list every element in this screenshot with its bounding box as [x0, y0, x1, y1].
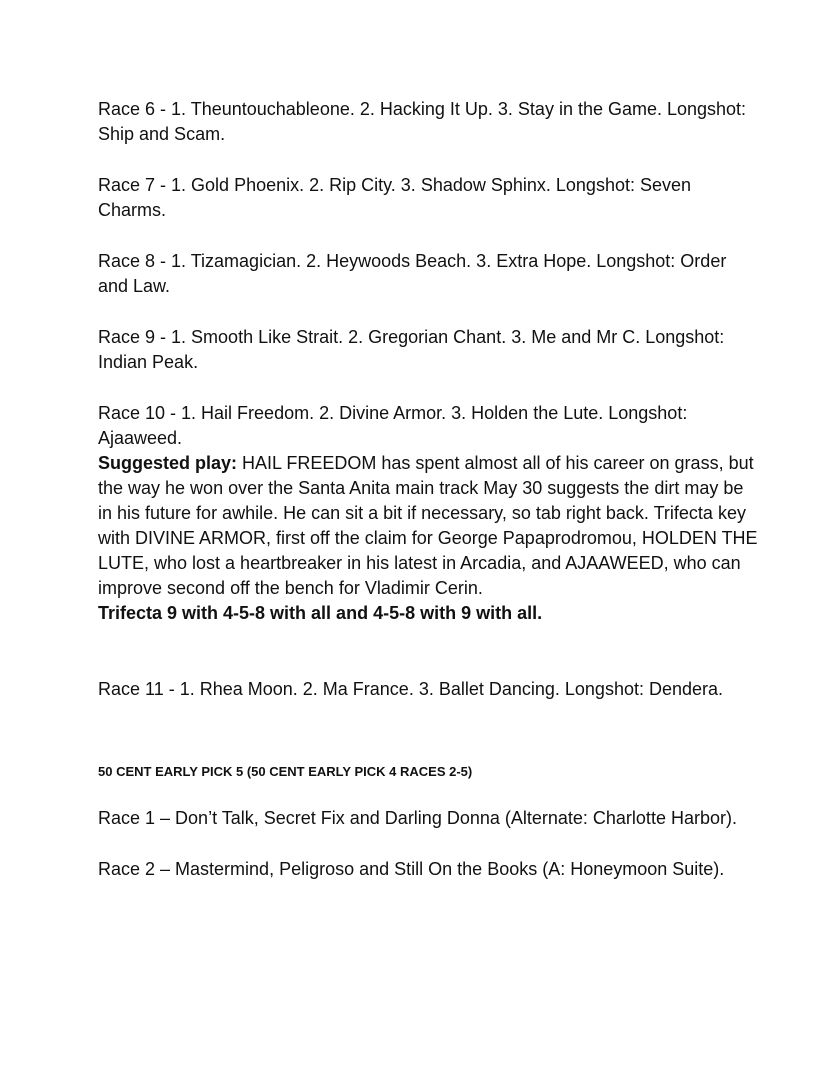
- trifecta-ticket: Trifecta 9 with 4-5-8 with all and 4-5-8 with 9 with all.: [98, 603, 543, 623]
- pick5-race-1: Race 1 – Don’t Talk, Secret Fix and Darling Donna (Alternate: Charlotte Harbor).: [98, 808, 737, 828]
- race-11-picks: Race 11 - 1. Rhea Moon. 2. Ma France. 3. Ballet Dancing. Longshot: Dendera.: [98, 679, 724, 699]
- suggested-play-label: Suggested play:: [98, 453, 238, 473]
- race-7-picks: Race 7 - 1. Gold Phoenix. 2. Rip City. 3. Shadow Sphinx. Longshot: Seven Charms.: [98, 175, 692, 220]
- race-9-picks: Race 9 - 1. Smooth Like Strait. 2. Gregorian Chant. 3. Me and Mr C. Longshot: Indian Peak.: [98, 327, 725, 372]
- race-6-picks: Race 6 - 1. Theuntouchableone. 2. Hacking It Up. 3. Stay in the Game. Longshot: Ship and Scam.: [98, 99, 747, 144]
- suggested-play: [98, 451, 758, 601]
- pick5-race-2: Race 2 – Mastermind, Peligroso and Still On the Books (A: Honeymoon Suite).: [98, 859, 725, 879]
- pick5-heading: 50 CENT EARLY PICK 5 (50 CENT EARLY PICK 4 RACES 2-5): [98, 764, 473, 779]
- race-8-picks: Race 8 - 1. Tizamagician. 2. Heywoods Beach. 3. Extra Hope. Longshot: Order and Law.: [98, 251, 727, 296]
- suggested-play-text: HAIL FREEDOM has spent almost all of his career on grass, but the way he won over the Santa Anita main track May 30 suggests the dirt may be in his future for awhile. He can sit a bit if necessary, so tab right back. Trifecta key with DIVINE ARMOR, first off the claim for George Papaprodromou, HOLDEN THE LUTE, who lost a heartbreaker in his latest in Arcadia, and AJAAWEED, who can improve second off the bench for Vladimir Cerin.: [98, 453, 758, 598]
- document-page: [98, 97, 758, 882]
- race-10-picks: Race 10 - 1. Hail Freedom. 2. Divine Armor. 3. Holden the Lute. Longshot: Ajaaweed.: [98, 403, 688, 448]
